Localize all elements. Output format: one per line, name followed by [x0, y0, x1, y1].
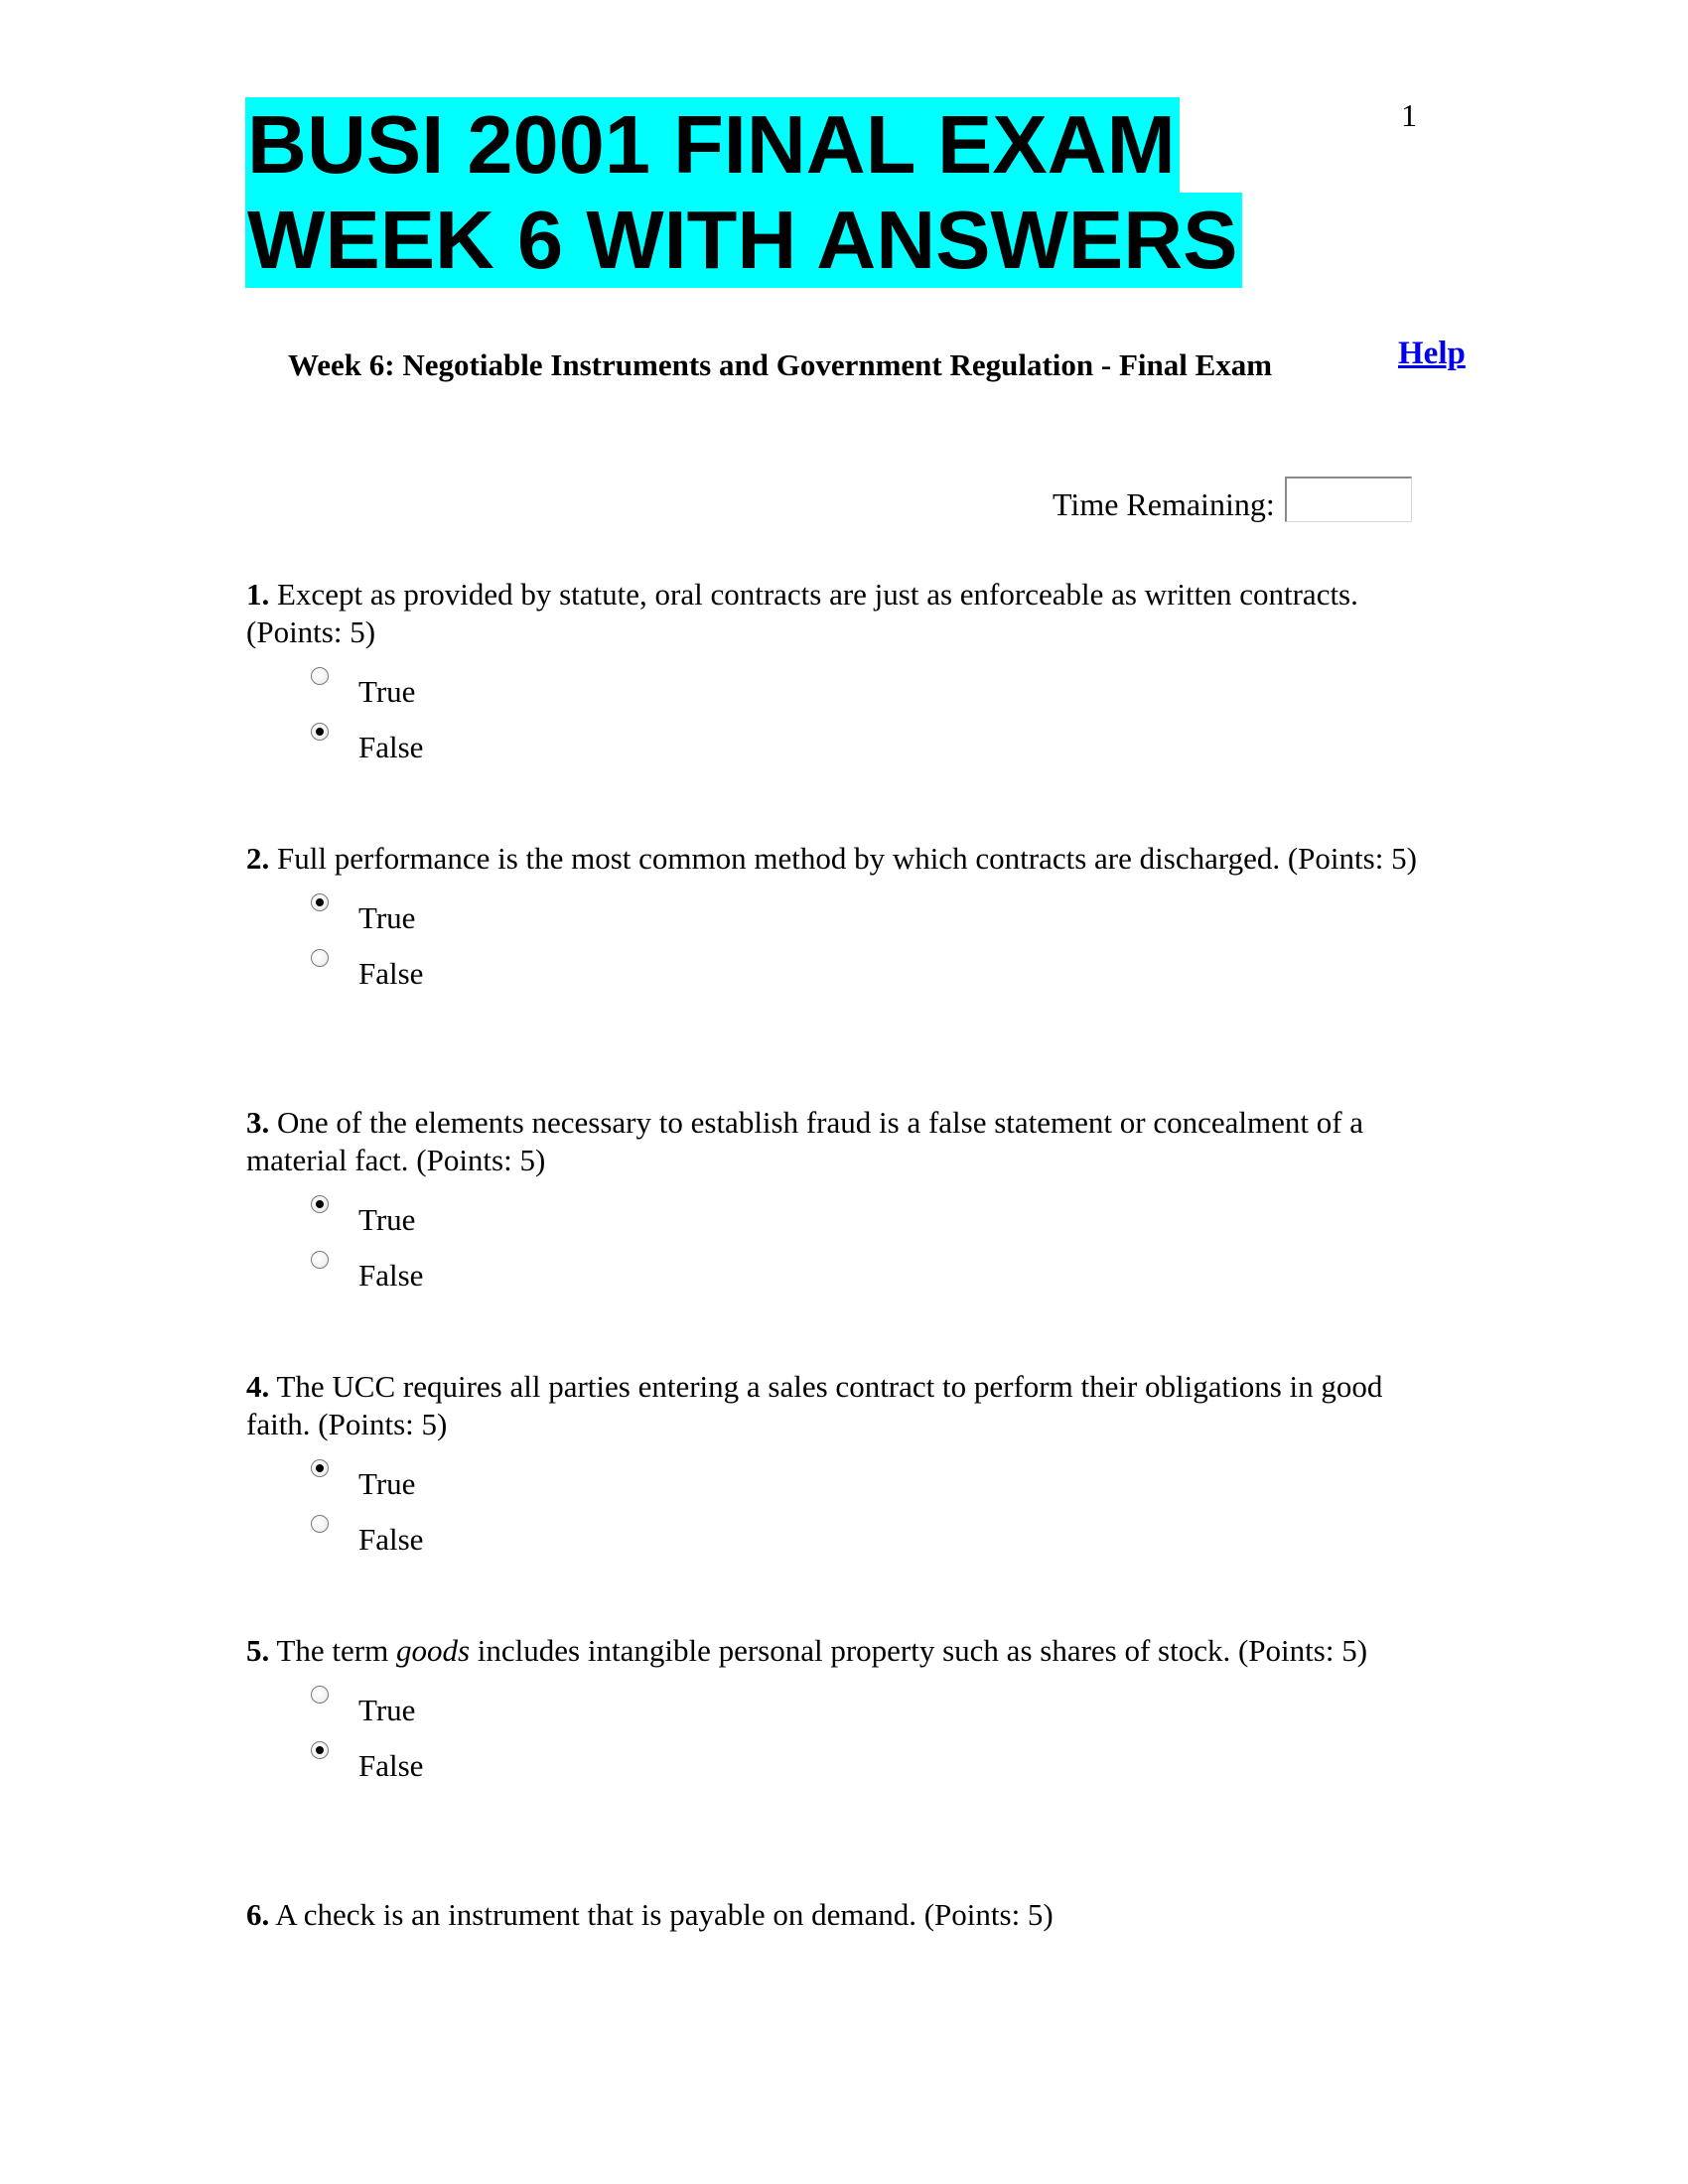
question-prompt: A check is an instrument that is payable on demand. (Points: 5) [275, 1897, 1054, 1932]
question-prompt: The UCC requires all parties entering a sales contract to perform their obligations in good faith. (Points: 5) [246, 1369, 1383, 1441]
question-prompt: One of the elements necessary to establish fraud is a false statement or concealment of a material fact. (Points: 5) [246, 1105, 1364, 1177]
question-3 [246, 1104, 1428, 1368]
question-number: 1. [246, 577, 270, 612]
help-link[interactable]: Help [1398, 336, 1466, 371]
question-number: 4. [246, 1369, 270, 1404]
question-number: 6. [246, 1897, 270, 1932]
radio-button[interactable] [311, 1741, 329, 1759]
time-remaining [1053, 477, 1412, 522]
option-label: False [358, 730, 424, 764]
option-false[interactable] [246, 943, 1428, 999]
question-number: 2. [246, 841, 270, 876]
question-prompt: Full performance is the most common method by which contracts are discharged. (Points: 5) [277, 841, 1417, 876]
answer-options [246, 1453, 1428, 1565]
radio-button[interactable] [311, 1195, 329, 1213]
radio-button[interactable] [311, 723, 329, 741]
option-label: False [358, 1522, 424, 1557]
question-text [246, 576, 1428, 651]
question-6 [246, 1896, 1428, 2160]
question-emphasis: goods [395, 1633, 471, 1668]
option-label: False [358, 1258, 424, 1293]
time-remaining-field [1285, 477, 1412, 522]
document-title [245, 97, 1242, 288]
question-prompt-start: The term [276, 1633, 396, 1668]
question-text [246, 1632, 1428, 1670]
radio-button[interactable] [311, 893, 329, 911]
question-text [246, 1368, 1428, 1443]
radio-button[interactable] [311, 1515, 329, 1533]
question-text [246, 1104, 1428, 1179]
option-true[interactable] [246, 1189, 1428, 1245]
question-prompt: Except as provided by statute, oral contracts are just as enforceable as written contracts. (Points: 5) [246, 577, 1358, 649]
option-false[interactable] [246, 1735, 1428, 1791]
answer-options [246, 1680, 1428, 1791]
question-number: 3. [246, 1105, 270, 1140]
option-label: True [358, 900, 416, 935]
option-true[interactable] [246, 887, 1428, 943]
time-remaining-label: Time Remaining: [1053, 486, 1275, 522]
radio-button[interactable] [311, 667, 329, 685]
radio-button[interactable] [311, 1686, 329, 1704]
answer-options [246, 1189, 1428, 1300]
question-5 [246, 1632, 1428, 1896]
radio-button[interactable] [311, 1251, 329, 1269]
radio-button[interactable] [311, 949, 329, 967]
question-text [246, 840, 1428, 878]
question-prompt-end: includes intangible personal property such as shares of stock. (Points: 5) [470, 1633, 1368, 1668]
radio-button[interactable] [311, 1459, 329, 1477]
answer-options [246, 661, 1428, 772]
question-2 [246, 840, 1428, 1104]
option-false[interactable] [246, 717, 1428, 772]
question-4 [246, 1368, 1428, 1632]
option-label: True [358, 674, 416, 709]
option-true[interactable] [246, 1453, 1428, 1509]
option-label: False [358, 956, 424, 991]
answer-options [246, 887, 1428, 999]
title-line-1: BUSI 2001 FINAL EXAM [245, 97, 1180, 193]
question-number: 5. [246, 1633, 270, 1668]
question-1 [246, 576, 1428, 840]
option-label: False [358, 1748, 424, 1783]
question-list [246, 576, 1428, 2160]
page-number: 1 [1401, 97, 1417, 133]
option-label: True [358, 1693, 416, 1727]
title-line-2: WEEK 6 WITH ANSWERS [245, 193, 1242, 288]
option-label: True [358, 1466, 416, 1501]
option-false[interactable] [246, 1509, 1428, 1565]
question-text [246, 1896, 1428, 1934]
option-label: True [358, 1202, 416, 1237]
option-true[interactable] [246, 1680, 1428, 1735]
exam-subtitle: Week 6: Negotiable Instruments and Government Regulation - Final Exam [288, 347, 1273, 382]
option-false[interactable] [246, 1245, 1428, 1300]
option-true[interactable] [246, 661, 1428, 717]
